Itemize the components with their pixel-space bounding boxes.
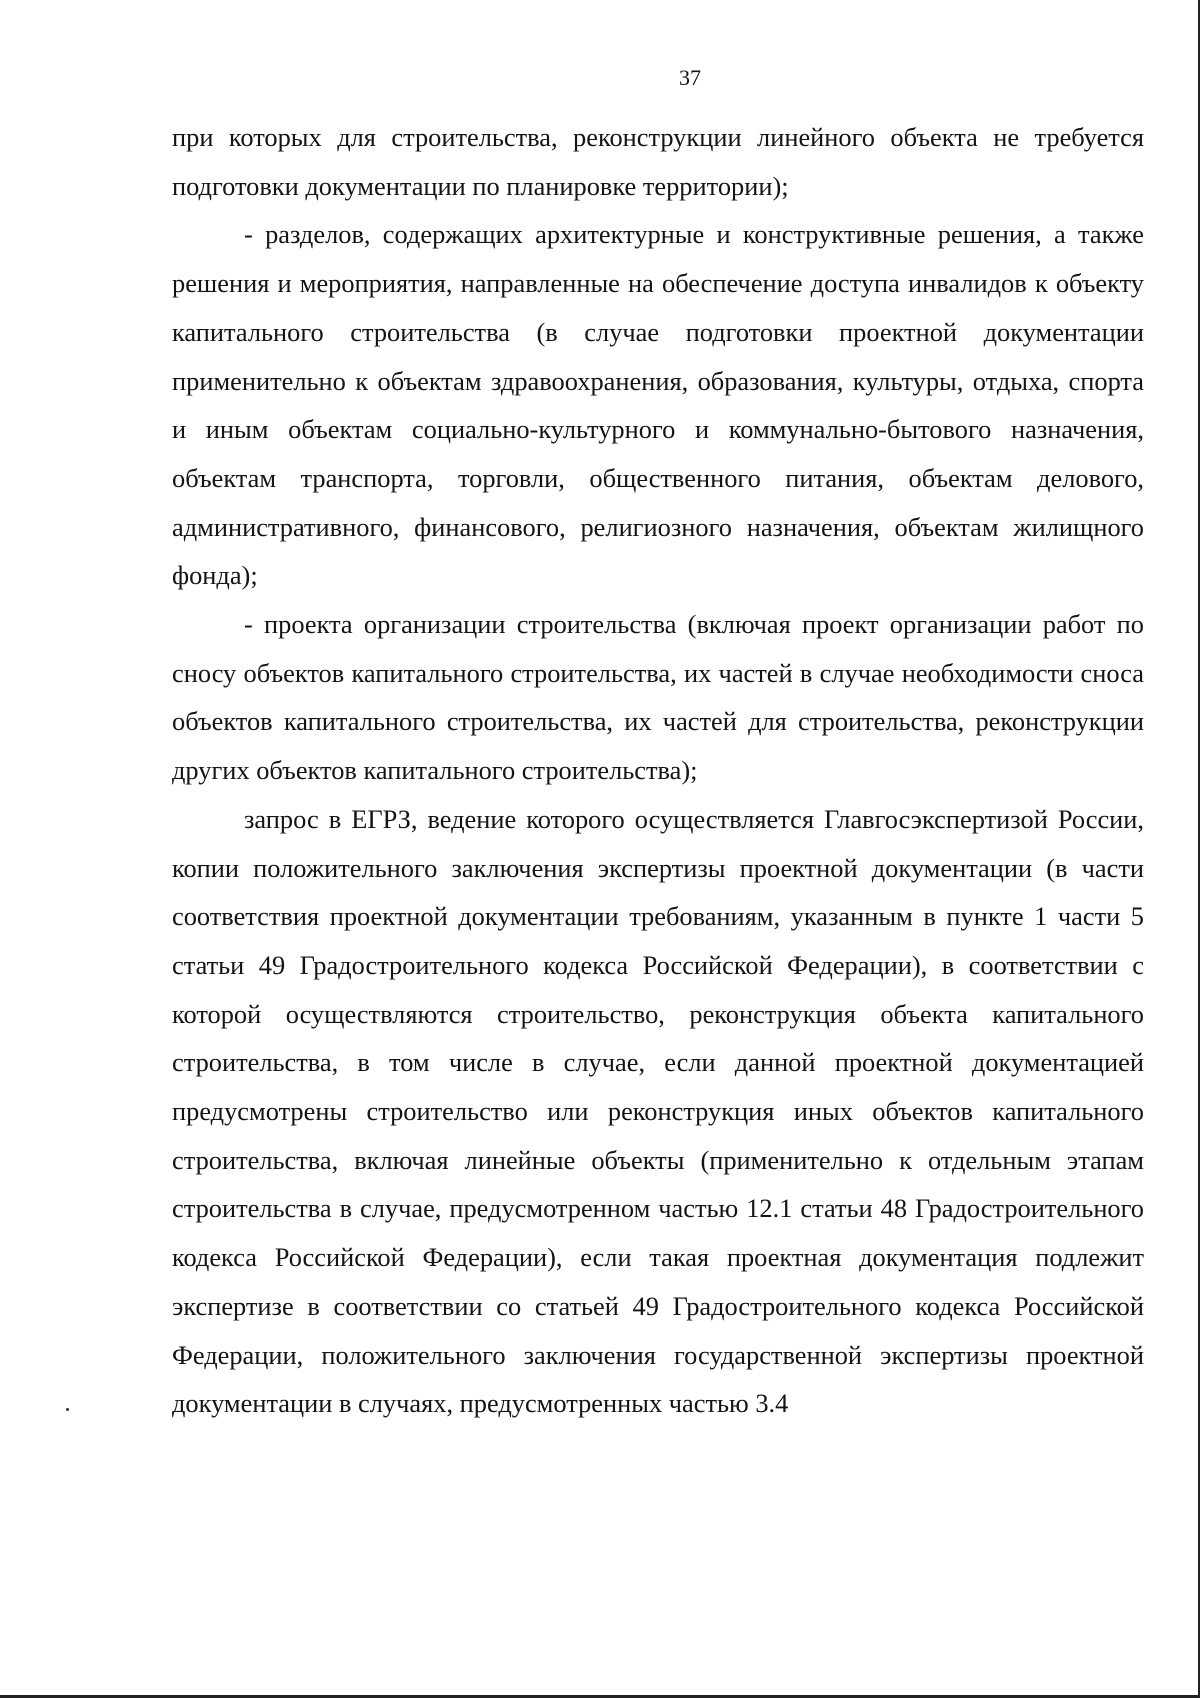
page-number: 37 bbox=[679, 65, 701, 90]
paragraph-continuation: при которых для строительства, реконструкции линейного объекта не требуется подготовки документации по планировке территории); bbox=[172, 122, 1144, 201]
scan-speck bbox=[66, 1408, 69, 1411]
paragraph-egrz-request: запрос в ЕГРЗ, ведение которого осуществляется Главгосэкспертизой России, копии положительного заключения экспертизы проектной документации (в части соответствия проектной документации требованиям, указанным в пункте 1 части 5 статьи 49 Градостроительного кодекса Российской Федерации), в соответствии с которой осуществляются строительство, реконструкция объекта капитального строительства, в том числе в случае, если данной проектной документацией предусмотрены строительство или реконструкция иных объектов капитального строительства, включая линейные объекты (применительно к отдельным этапам строительства в случае, предусмотренном частью 12.1 статьи 48 Градостроительного кодекса Российской Федерации), если такая проектная документация подлежит экспертизе в соответствии со статьей 49 Градостроительного кодекса Российской Федерации, положительного заключения государственной экспертизы проектной документации в случаях, предусмотренных частью 3.4 bbox=[172, 803, 1144, 1419]
document-body bbox=[172, 113, 1144, 1428]
page-number-container bbox=[0, 62, 1200, 94]
paragraph-construction-organization: - проекта организации строительства (включая проект организации работ по сносу объектов капитального строительства, их частей в случае необходимости сноса объектов капитального строительства, их частей для строительства, реконструкции других объектов капитального строительства); bbox=[172, 609, 1144, 786]
paragraph-architectural-sections: - разделов, содержащих архитектурные и конструктивные решения, а также решения и мероприятия, направленные на обеспечение доступа инвалидов к объекту капитального строительства (в случае подготовки проектной документации применительно к объектам здравоохранения, образования, культуры, отдыха, спорта и иным объектам социально-культурного и коммунально-бытового назначения, объектам транспорта, торговли, общественного питания, объектам делового, административного, финансового, религиозного назначения, объектам жилищного фонда); bbox=[172, 219, 1144, 591]
